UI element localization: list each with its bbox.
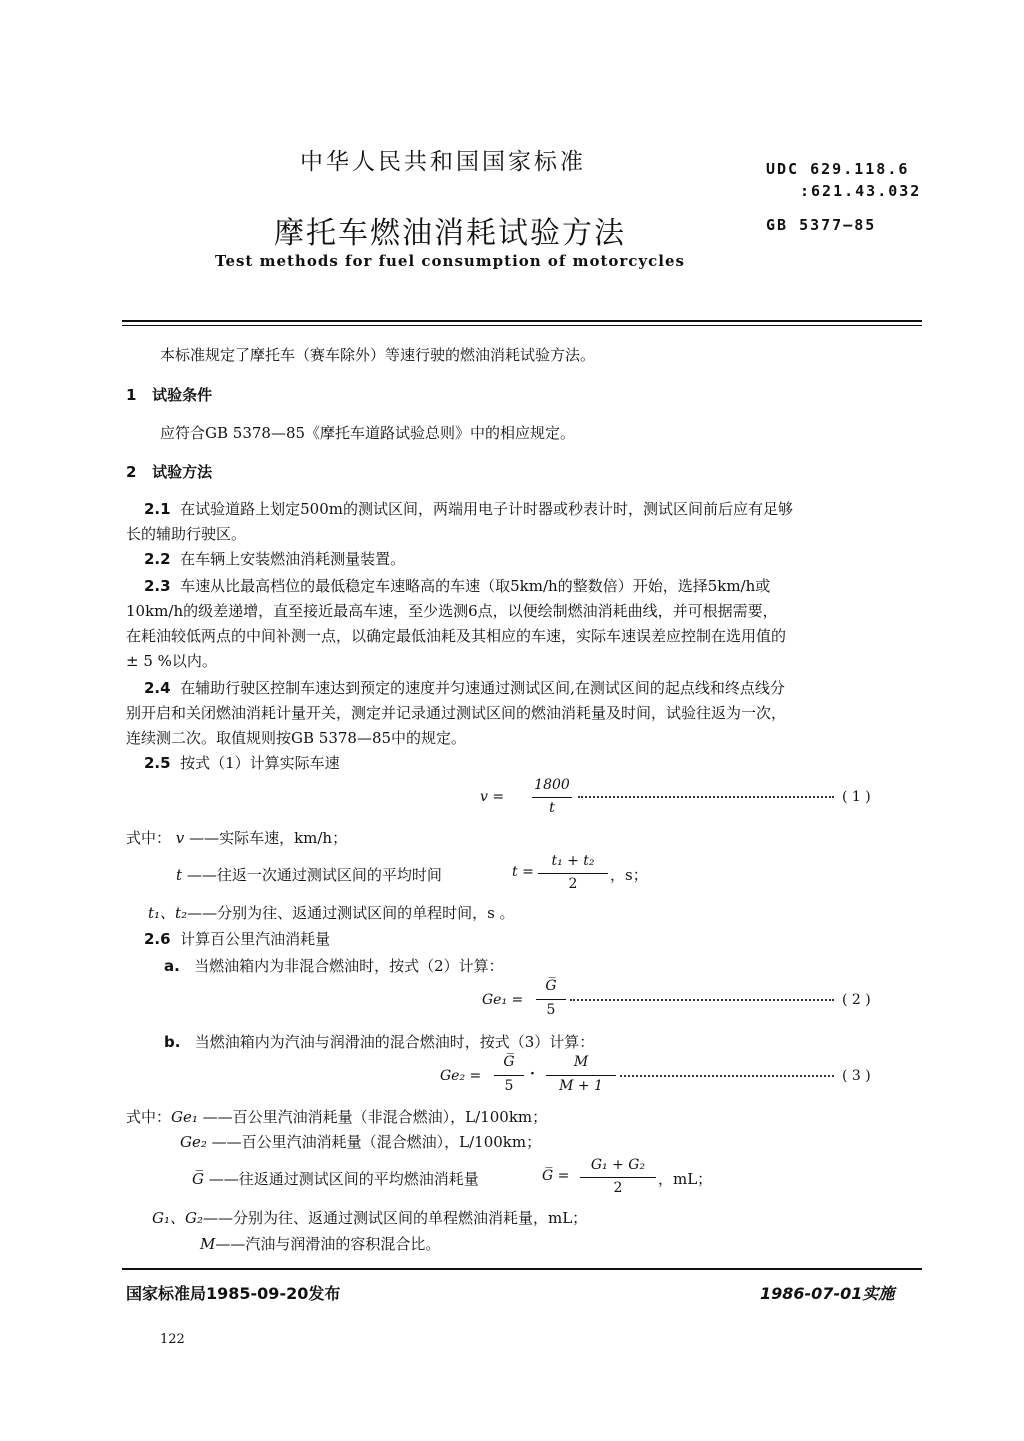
clause-number: 2.5 [144,754,171,772]
symbol-t: t [176,866,183,884]
eq2-lhs: Ge₁ = [482,992,524,1008]
where2-m-line [200,1233,440,1254]
eq1-lhs: v = [480,789,505,805]
section-number: 2 [126,463,137,481]
section-title: 试验条件 [152,386,213,404]
where2-g-line [192,1168,479,1189]
symbol-m: M [200,1235,216,1253]
page-number: 122 [160,1332,185,1347]
clause-text: 按式（1）计算实际车速 [180,754,340,772]
eq3-numerator-2: M [573,1054,589,1070]
eq3-denominator-2: M + 1 [559,1078,603,1094]
clause-2-3-line2: 10km/h的级差递增，直至接近最高车速，至少选测6点，以便绘制燃油消耗曲线，并可根据需要， [126,602,778,620]
clause-text: 在车辆上安装燃油消耗测量装置。 [180,550,406,568]
clause-2-4-line3: 连续测二次。取值规则按GB 5378—85中的规定。 [126,729,467,747]
eq1-leader-dots [578,796,834,798]
symbol-g-mean: G̅ [192,1170,204,1188]
document-title-cn: 摩托车燃油消耗试验方法 [274,216,626,251]
eq3-denominator-1: 5 [504,1078,514,1094]
clause-text: 车速从比最高档位的最低稳定车速略高的车速（取5km/h的整数倍）开始，选择5km/h或 [180,577,771,595]
section-number: 1 [126,386,137,404]
where2-ge1-line [126,1106,547,1127]
eq1-number: ( 1 ) [842,789,871,805]
eq3-fraction-bar-1 [494,1075,524,1076]
eq2-fraction-bar [536,999,566,1000]
eq2-number: ( 2 ) [842,992,871,1008]
symbol-desc: ——实际车速，km/h； [189,829,348,847]
eq2-denominator: 5 [546,1002,556,1018]
issuing-country-title: 中华人民共和国国家标准 [300,149,586,175]
item-label: b. [164,1033,181,1051]
clause-2-4-line2: 别开启和关闭燃油消耗计量开关，测定并记录通过测试区间的燃油消耗量及时间，试验往返为一次， [126,704,787,722]
intro-paragraph: 本标准规定了摩托车（赛车除外）等速行驶的燃油消耗试验方法。 [160,346,596,364]
issue-date: 国家标准局1985-09-20发布 [126,1284,341,1303]
where1-t12-line [148,902,515,923]
symbol-v: v [175,829,185,847]
clause-2-6 [144,928,330,949]
clause-2-5 [144,752,340,773]
t-mean-lhs: t = [512,864,534,880]
item-b [164,1031,594,1052]
eq3-fraction-bar-2 [546,1075,616,1076]
where-prefix: 式中： [126,1108,172,1126]
where1-t-line [176,864,442,885]
clause-2-3-line4: ± 5 %以内。 [126,652,217,670]
eq3-number: ( 3 ) [842,1068,871,1084]
t-mean-fraction-bar [538,873,608,874]
section-title: 试验方法 [152,463,213,481]
clause-2-1-line1 [144,498,793,519]
symbol-desc: ——分别为往、返通过测试区间的单程时间，s 。 [187,904,515,922]
where2-g12-line [152,1207,587,1228]
symbol-ge2: Ge₂ [180,1133,207,1151]
t-mean-denominator: 2 [568,876,578,892]
symbol-desc: ——百公里汽油消耗量（非混合燃油），L/100km； [202,1108,548,1126]
header-rule-thick [122,320,922,322]
symbol-desc: ——汽油与润滑油的容积混合比。 [215,1235,441,1253]
item-a [164,955,504,976]
udc-code-line2: :621.43.032 [800,182,922,200]
where-prefix: 式中： [126,829,172,847]
eq2-leader-dots [570,999,834,1001]
eq1-fraction-bar [532,797,572,798]
document-title-en: Test methods for fuel consumption of motorcycles [215,252,685,270]
eq3-numerator-1: G̅ [503,1054,515,1070]
clause-number: 2.3 [144,577,171,595]
symbol-desc: ——分别为往、返通过测试区间的单程燃油消耗量，mL； [203,1209,588,1227]
g-mean-lhs: G̅ = [542,1168,570,1184]
clause-text: 计算百公里汽油消耗量 [180,930,331,948]
symbol-desc: ——往返通过测试区间的平均燃油消耗量 [208,1170,479,1188]
item-label: a. [164,957,180,975]
g-mean-fraction-bar [580,1177,656,1178]
udc-code-line1: UDC 629.118.6 [766,160,910,178]
eq3-multiply-dot: · [530,1066,535,1082]
symbol-desc: ——往返一次通过测试区间的平均时间 [186,866,442,884]
eq2-numerator: G̅ [545,978,557,994]
symbol-desc: ——百公里汽油消耗量（混合燃油），L/100km； [211,1133,542,1151]
g-mean-denominator: 2 [613,1180,623,1196]
clause-text: 在辅助行驶区控制车速达到预定的速度并匀速通过测试区间,在测试区间的起点线和终点线分 [180,679,785,697]
clause-2-3-line3: 在耗油较低两点的中间补测一点，以确定最低油耗及其相应的车速，实际车速误差应控制在选用值的 [126,627,787,645]
effective-date: 1986-07-01实施 [760,1284,895,1303]
g-mean-numerator: G₁ + G₂ [590,1157,646,1173]
t-mean-unit: ，s； [610,866,648,884]
clause-2-1-line2: 长的辅助行驶区。 [126,525,247,543]
clause-number: 2.1 [144,500,171,518]
clause-number: 2.2 [144,550,171,568]
t-mean-numerator: t₁ + t₂ [551,853,595,869]
gb-standard-number: GB 5377—85 [766,216,877,234]
clause-2-3-line1 [144,575,770,596]
footer-rule [122,1268,922,1270]
item-text: 当燃油箱内为汽油与润滑油的混合燃油时，按式（3）计算： [194,1033,595,1051]
symbol-g1-g2: G₁、G₂ [152,1209,203,1227]
section-1-text: 应符合GB 5378—85《摩托车道路试验总则》中的相应规定。 [160,424,576,442]
section-2-heading [126,461,212,482]
eq3-leader-dots [620,1075,834,1077]
clause-2-4-line1 [144,677,785,698]
symbol-ge1: Ge₁ [171,1108,198,1126]
clause-number: 2.4 [144,679,171,697]
section-1-heading [126,384,212,405]
eq3-lhs: Ge₂ = [440,1068,482,1084]
clause-text: 在试验道路上划定500m的测试区间，两端用电子计时器或秒表计时，测试区间前后应有足够 [180,500,793,518]
item-text: 当燃油箱内为非混合燃油时，按式（2）计算： [194,957,504,975]
clause-2-2 [144,548,405,569]
header-rule-thin [122,325,922,326]
g-mean-unit: ，mL； [658,1170,713,1188]
clause-number: 2.6 [144,930,171,948]
symbol-t1-t2: t₁、t₂ [148,904,188,922]
where2-ge2-line [180,1131,541,1152]
eq1-denominator: t [549,800,555,816]
eq1-numerator: 1800 [534,777,570,793]
where1-v-line [126,827,347,848]
